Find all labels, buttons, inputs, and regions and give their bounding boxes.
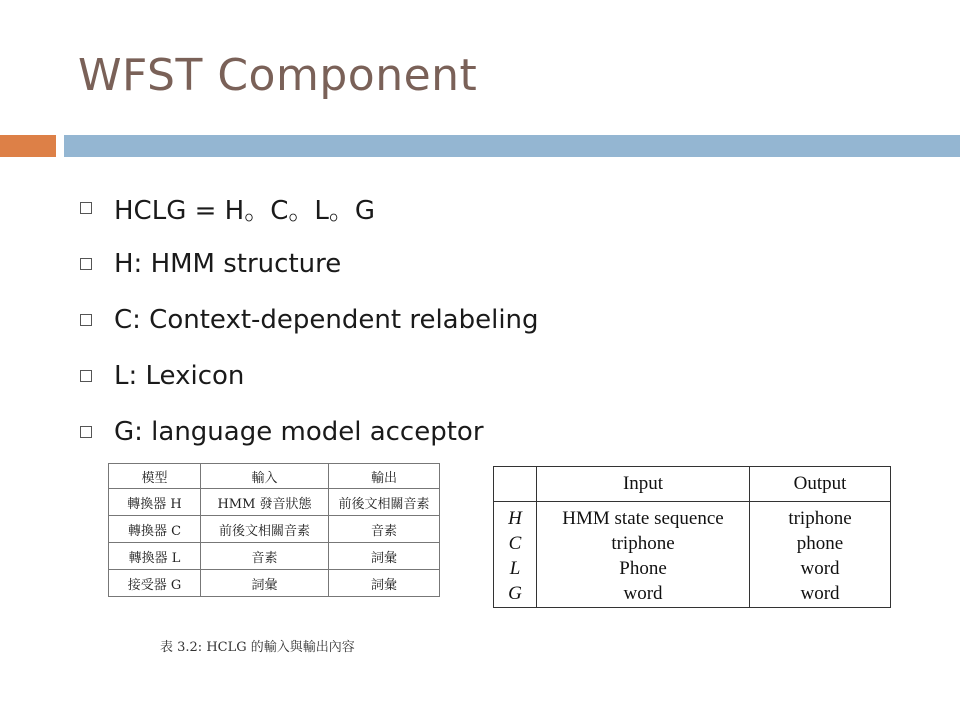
bullet-item	[78, 180, 539, 236]
table-cell: HMM 發音狀態	[201, 489, 329, 516]
input-column	[537, 502, 750, 608]
bullet-text: H: HMM structure	[114, 249, 342, 279]
table-caption: 表 3.2: HCLG 的輸入與輸出內容	[160, 640, 355, 655]
table-header-cell	[494, 467, 537, 502]
table-header-cell: 模型	[109, 464, 201, 489]
row-label: L	[509, 558, 521, 579]
bullet-text: HCLG = H。C。L。G	[114, 195, 375, 226]
table-row	[494, 502, 891, 608]
row-label: C	[508, 533, 522, 554]
table-row	[109, 543, 440, 570]
table-header-cell: 輸入	[201, 464, 329, 489]
table-cell: 詞彙	[329, 543, 440, 570]
table-cell: 前後文相關音素	[201, 516, 329, 543]
label-column	[494, 502, 537, 608]
table-row	[109, 570, 440, 597]
chinese-hclg-table	[108, 463, 440, 597]
table-header-row	[494, 467, 891, 502]
bullet-text: C: Context-dependent relabeling	[114, 305, 539, 335]
output-value: word	[800, 558, 840, 579]
table-cell: 轉換器 H	[109, 489, 201, 516]
bullet-box-icon	[80, 426, 92, 438]
bullet-box-icon	[80, 370, 92, 382]
table-cell: 詞彙	[329, 570, 440, 597]
bullet-box-icon	[80, 258, 92, 270]
table-header-row	[109, 464, 440, 489]
output-value: word	[800, 583, 840, 604]
table-cell: 詞彙	[201, 570, 329, 597]
table-cell: 轉換器 C	[109, 516, 201, 543]
table-cell: 接受器 G	[109, 570, 201, 597]
table-header-cell: Output	[750, 467, 891, 502]
input-value: HMM state sequence	[562, 508, 724, 529]
bullet-item	[78, 404, 539, 460]
output-value: phone	[796, 533, 844, 554]
output-column	[750, 502, 891, 608]
input-value: word	[623, 583, 663, 604]
english-hclg-table	[493, 466, 891, 608]
row-label: G	[508, 583, 522, 604]
bullet-text: G: language model acceptor	[114, 417, 484, 447]
bullet-item	[78, 236, 539, 292]
table-cell: 音素	[329, 516, 440, 543]
table-header-cell: Input	[537, 467, 750, 502]
bullet-text: L: Lexicon	[114, 361, 245, 391]
accent-bar-orange	[0, 135, 56, 157]
bullet-list	[78, 180, 539, 460]
slide-title: WFST Component	[78, 50, 478, 101]
input-value: Phone	[619, 558, 667, 579]
table-cell: 音素	[201, 543, 329, 570]
bullet-box-icon	[80, 314, 92, 326]
table-row	[109, 516, 440, 543]
table-header-cell: 輸出	[329, 464, 440, 489]
bullet-item	[78, 348, 539, 404]
bullet-box-icon	[80, 202, 92, 214]
table-cell: 前後文相關音素	[329, 489, 440, 516]
bullet-item	[78, 292, 539, 348]
row-label: H	[508, 508, 522, 529]
table-row	[109, 489, 440, 516]
input-value: triphone	[611, 533, 675, 554]
table-cell: 轉換器 L	[109, 543, 201, 570]
accent-bar-blue	[64, 135, 960, 157]
output-value: triphone	[788, 508, 852, 529]
